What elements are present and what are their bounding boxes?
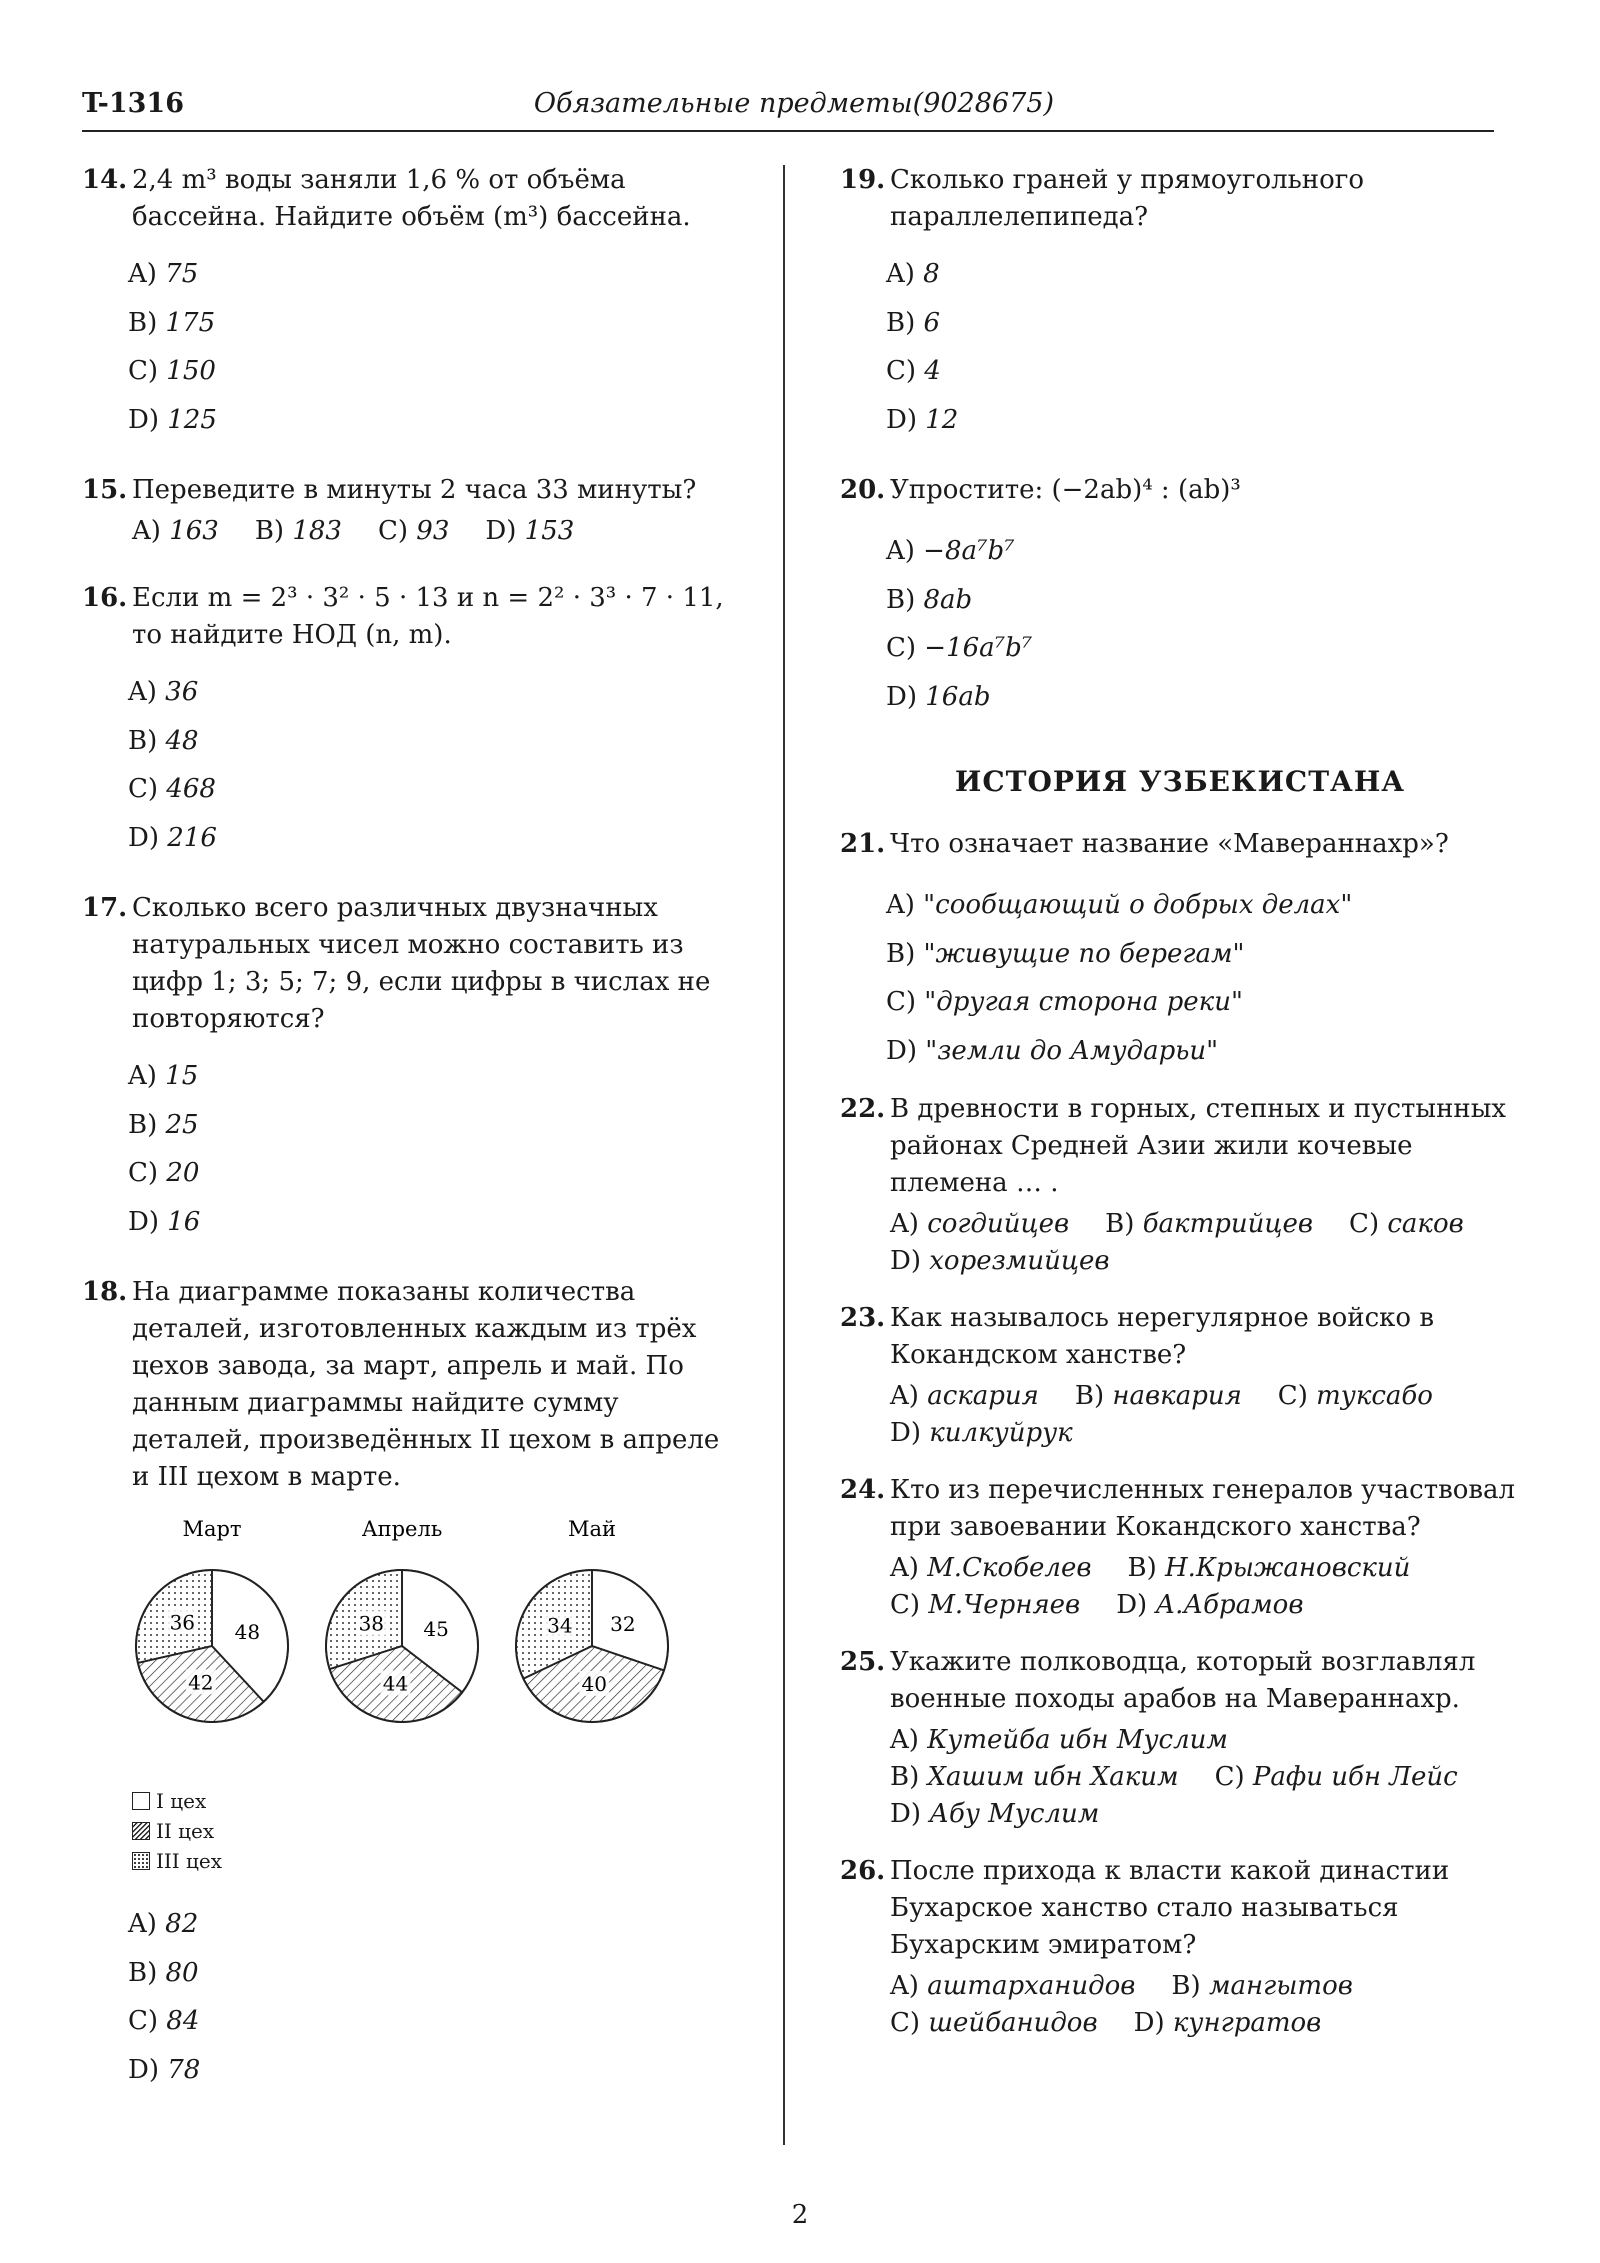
legend-swatch-dotted bbox=[132, 1852, 150, 1870]
question-number: 25. bbox=[840, 1647, 886, 1677]
option-value: 468 bbox=[158, 774, 216, 804]
options-line bbox=[890, 1968, 1520, 2005]
option-letter: B) bbox=[1074, 1381, 1113, 1411]
option-value: 20 bbox=[158, 1158, 200, 1188]
option-letter: D) bbox=[886, 404, 917, 435]
option-c bbox=[128, 769, 752, 818]
question-number: 17. bbox=[82, 893, 128, 923]
option-value: кунгратов bbox=[1172, 2008, 1322, 2038]
option-c bbox=[128, 2001, 752, 2050]
option-value: 216 bbox=[159, 822, 217, 853]
option-letter: C) bbox=[886, 356, 917, 386]
option-c bbox=[886, 351, 1520, 400]
option-a bbox=[886, 885, 1520, 934]
question-25 bbox=[840, 1644, 1520, 1833]
question-text: Сколько всего различных двузначных натуральных чисел можно составить из цифр 1; 3; 5; 7; 9, если цифры в числах не повторяются? bbox=[132, 893, 711, 1034]
option-a bbox=[890, 1971, 1135, 2001]
option-value: мангытов bbox=[1208, 1971, 1353, 2001]
options-line bbox=[890, 1759, 1520, 1796]
options bbox=[128, 672, 752, 866]
option-a bbox=[128, 1904, 752, 1953]
option-letter: B) bbox=[886, 584, 916, 615]
option-b bbox=[1127, 1553, 1410, 1583]
options bbox=[128, 1904, 752, 2098]
legend-swatch-hatched bbox=[132, 1822, 150, 1840]
option-b bbox=[886, 303, 1520, 352]
option-c bbox=[890, 1590, 1080, 1620]
question-text: Как называлось нерегулярное войско в Кокандском ханстве? bbox=[890, 1303, 1434, 1370]
right-column bbox=[840, 162, 1520, 2042]
option-value: Н.Крыжановский bbox=[1165, 1553, 1411, 1583]
option-value: 4 bbox=[916, 356, 941, 386]
question-26 bbox=[840, 1853, 1520, 2042]
slice-label: 36 bbox=[169, 1610, 196, 1635]
option-letter: C) bbox=[377, 516, 417, 546]
question-text: На диаграмме показаны количества деталей, изготовленных каждым из трёх цехов завода, за март, апрель и май. По данным диаграммы найдите сумму деталей, произведённых II цехом в апреле и III цехом в марте. bbox=[132, 1277, 720, 1492]
option-d bbox=[1116, 1590, 1303, 1620]
slice-label: 44 bbox=[382, 1671, 409, 1696]
option-letter: C) bbox=[890, 2008, 929, 2038]
question-number: 14. bbox=[82, 165, 128, 195]
option-d bbox=[886, 1031, 1520, 1080]
question-22 bbox=[840, 1091, 1520, 1280]
options bbox=[886, 254, 1520, 448]
question-24 bbox=[840, 1472, 1520, 1624]
option-letter: D) bbox=[886, 681, 917, 712]
options-line bbox=[890, 1415, 1520, 1452]
option-d bbox=[128, 818, 752, 867]
option-a bbox=[132, 516, 219, 546]
option-b bbox=[128, 721, 752, 770]
option-letter: B) bbox=[128, 1109, 158, 1140]
legend-label: I цех bbox=[156, 1789, 207, 1813]
question-number: 26. bbox=[840, 1856, 886, 1886]
option-d bbox=[1134, 2008, 1322, 2038]
options bbox=[128, 1056, 752, 1250]
option-a bbox=[886, 254, 1520, 303]
option-value: 125 bbox=[159, 404, 217, 435]
option-value: 183 bbox=[292, 516, 342, 546]
option-letter: A) bbox=[890, 1725, 928, 1755]
option-b bbox=[128, 1953, 752, 2002]
option-value: 15 bbox=[156, 1061, 199, 1091]
option-letter: D) bbox=[890, 1246, 930, 1276]
option-value: хорезмийцев bbox=[929, 1246, 1110, 1276]
slice-label: 40 bbox=[581, 1671, 607, 1696]
option-value: Кутейба ибн Муслим bbox=[927, 1725, 1228, 1755]
option-letter: B) bbox=[1171, 1971, 1209, 2001]
option-letter: D) bbox=[1133, 2008, 1173, 2038]
option-value: 163 bbox=[169, 516, 219, 546]
inline-options bbox=[132, 513, 752, 550]
option-value: 153 bbox=[524, 516, 575, 546]
option-value: "сообщающий о добрых делах" bbox=[914, 890, 1353, 920]
option-letter: A) bbox=[890, 1971, 928, 2001]
pie-charts-svg bbox=[82, 1506, 722, 1776]
option-value: 8 bbox=[914, 259, 940, 289]
option-value: −8a⁷b⁷ bbox=[914, 536, 1015, 566]
option-letter: A) bbox=[890, 1209, 928, 1239]
option-letter: A) bbox=[890, 1553, 928, 1583]
option-value: "живущие по берегам" bbox=[915, 938, 1245, 969]
question-18 bbox=[82, 1274, 752, 2098]
inline-options bbox=[890, 1722, 1520, 1833]
option-letter: A) bbox=[886, 536, 915, 566]
pie-title: Май bbox=[567, 1517, 617, 1541]
option-d bbox=[886, 677, 1520, 726]
question-16 bbox=[82, 580, 752, 866]
slice-label: 38 bbox=[358, 1611, 385, 1636]
pie-title: Март bbox=[182, 1517, 242, 1541]
question-text: Укажите полководца, который возглавлял военные походы арабов на Мавераннахр. bbox=[890, 1647, 1476, 1714]
pie-charts bbox=[82, 1506, 752, 1786]
slice-label: 42 bbox=[188, 1670, 214, 1695]
option-d bbox=[890, 1799, 1099, 1829]
options-line bbox=[890, 2005, 1520, 2042]
option-a bbox=[128, 254, 752, 303]
chart-legend bbox=[132, 1786, 752, 1876]
option-letter: C) bbox=[886, 633, 917, 663]
option-d bbox=[128, 400, 752, 449]
question-number: 24. bbox=[840, 1475, 886, 1505]
option-value: аскария bbox=[927, 1381, 1039, 1411]
option-letter: D) bbox=[128, 822, 159, 853]
option-d bbox=[890, 1246, 1110, 1276]
option-letter: D) bbox=[886, 1035, 917, 1066]
option-c bbox=[1349, 1209, 1464, 1239]
option-letter: C) bbox=[886, 987, 917, 1017]
option-value: 36 bbox=[156, 677, 199, 707]
slice-label: 45 bbox=[423, 1617, 449, 1642]
option-value: Абу Муслим bbox=[929, 1799, 1100, 1829]
options-line bbox=[890, 1796, 1520, 1833]
option-letter: C) bbox=[128, 2006, 159, 2036]
option-letter: A) bbox=[128, 1909, 157, 1939]
option-letter: A) bbox=[128, 1061, 157, 1091]
legend-item-3 bbox=[132, 1846, 752, 1876]
question-text: Кто из перечисленных генералов участвовал при завоевании Кокандского ханства? bbox=[890, 1475, 1516, 1542]
question-20 bbox=[840, 472, 1520, 725]
option-value: саков bbox=[1387, 1209, 1464, 1239]
legend-item-2 bbox=[132, 1816, 752, 1846]
option-value: 16ab bbox=[917, 681, 991, 712]
option-value: −16a⁷b⁷ bbox=[916, 633, 1033, 663]
option-a bbox=[890, 1209, 1069, 1239]
option-a bbox=[128, 672, 752, 721]
options-line bbox=[890, 1378, 1520, 1415]
option-value: навкария bbox=[1112, 1381, 1242, 1411]
option-letter: C) bbox=[890, 1590, 929, 1620]
option-letter: D) bbox=[128, 2054, 159, 2085]
option-c bbox=[890, 2008, 1098, 2038]
option-a bbox=[128, 1056, 752, 1105]
option-letter: B) bbox=[886, 307, 916, 338]
option-letter: A) bbox=[132, 516, 170, 546]
option-letter: C) bbox=[128, 1158, 159, 1188]
option-letter: D) bbox=[1116, 1590, 1156, 1620]
inline-options bbox=[890, 1550, 1520, 1624]
question-15 bbox=[82, 472, 752, 550]
question-number: 19. bbox=[840, 165, 886, 195]
question-text: Сколько граней у прямоугольного параллелепипеда? bbox=[890, 165, 1365, 232]
pie-title: Апрель bbox=[361, 1517, 443, 1541]
option-value: согдийцев bbox=[927, 1209, 1070, 1239]
option-b bbox=[886, 580, 1520, 629]
option-value: 80 bbox=[157, 1957, 199, 1988]
option-value: 175 bbox=[157, 307, 216, 338]
legend-label: II цех bbox=[156, 1819, 215, 1843]
inline-options bbox=[890, 1378, 1520, 1452]
option-d bbox=[890, 1418, 1073, 1448]
option-letter: A) bbox=[128, 677, 157, 707]
question-number: 16. bbox=[82, 583, 128, 613]
question-21 bbox=[840, 826, 1520, 1079]
question-23 bbox=[840, 1300, 1520, 1452]
option-b bbox=[128, 303, 752, 352]
page-number: 2 bbox=[791, 2200, 809, 2230]
option-value: 48 bbox=[157, 725, 199, 756]
option-value: 6 bbox=[915, 307, 941, 338]
options-line bbox=[132, 513, 752, 550]
option-letter: C) bbox=[128, 356, 159, 386]
left-column bbox=[82, 162, 752, 2098]
inline-options bbox=[890, 1968, 1520, 2042]
slice-label: 32 bbox=[610, 1611, 636, 1636]
test-code: T-1316 bbox=[82, 88, 184, 119]
option-letter: A) bbox=[886, 890, 915, 920]
option-value: 93 bbox=[416, 516, 450, 546]
option-d bbox=[886, 400, 1520, 449]
option-letter: A) bbox=[886, 259, 915, 289]
question-19 bbox=[840, 162, 1520, 448]
question-text: Если m = 2³ · 3² · 5 · 13 и n = 2² · 3³ · 7 · 11, то найдите НОД (n, m). bbox=[132, 583, 724, 650]
option-letter: B) bbox=[890, 1762, 928, 1792]
option-c bbox=[128, 1153, 752, 1202]
option-value: аштарханидов bbox=[927, 1971, 1136, 2001]
options bbox=[128, 254, 752, 448]
option-value: 25 bbox=[157, 1109, 199, 1140]
question-number: 15. bbox=[82, 475, 128, 505]
legend-item-1 bbox=[132, 1786, 752, 1816]
option-letter: B) bbox=[128, 1957, 158, 1988]
option-d bbox=[128, 2050, 752, 2099]
option-d bbox=[485, 516, 574, 546]
option-value: 82 bbox=[156, 1909, 199, 1939]
option-value: 12 bbox=[917, 404, 959, 435]
option-c bbox=[128, 351, 752, 400]
option-value: Рафи ибн Лейс bbox=[1252, 1762, 1458, 1792]
options-line bbox=[890, 1206, 1520, 1243]
option-b bbox=[1171, 1971, 1352, 2001]
options-line bbox=[890, 1243, 1520, 1280]
option-value: шейбанидов bbox=[928, 2008, 1098, 2038]
option-c bbox=[886, 628, 1520, 677]
options-line bbox=[890, 1550, 1520, 1587]
option-letter: D) bbox=[890, 1799, 930, 1829]
question-number: 22. bbox=[840, 1094, 886, 1124]
option-b bbox=[128, 1105, 752, 1154]
question-text: Переведите в минуты 2 часа 33 минуты? bbox=[132, 475, 697, 505]
option-letter: B) bbox=[254, 516, 293, 546]
option-b bbox=[1075, 1381, 1242, 1411]
question-14 bbox=[82, 162, 752, 448]
option-c bbox=[378, 516, 449, 546]
option-value: М.Скобелев bbox=[927, 1553, 1092, 1583]
option-a bbox=[890, 1725, 1228, 1755]
option-a bbox=[886, 531, 1520, 580]
question-number: 20. bbox=[840, 475, 886, 505]
option-value: килкуйрук bbox=[929, 1418, 1073, 1448]
option-value: "земли до Амударьи" bbox=[917, 1035, 1219, 1066]
option-value: М.Черняев bbox=[928, 1590, 1081, 1620]
options bbox=[886, 885, 1520, 1079]
option-letter: C) bbox=[1277, 1381, 1317, 1411]
option-value: туксабо bbox=[1316, 1381, 1433, 1411]
option-value: Хашим ибн Хаким bbox=[927, 1762, 1179, 1792]
option-letter: B) bbox=[128, 725, 158, 756]
option-value: бактрийцев bbox=[1142, 1209, 1314, 1239]
question-text: 2,4 m³ воды заняли 1,6 % от объёма бассейна. Найдите объём (m³) бассейна. bbox=[132, 165, 691, 232]
option-b bbox=[890, 1762, 1179, 1792]
option-c bbox=[1215, 1762, 1458, 1792]
question-number: 21. bbox=[840, 829, 886, 859]
question-text: После прихода к власти какой династии Бухарское ханство стало называться Бухарским эмиратом? bbox=[890, 1856, 1450, 1960]
option-letter: D) bbox=[485, 516, 525, 546]
option-value: 75 bbox=[156, 259, 199, 289]
option-letter: D) bbox=[128, 1206, 159, 1237]
options-line bbox=[890, 1587, 1520, 1624]
option-value: "другая сторона реки" bbox=[916, 987, 1243, 1017]
option-letter: B) bbox=[886, 938, 916, 969]
option-value: 16 bbox=[159, 1206, 201, 1237]
option-letter: B) bbox=[1127, 1553, 1165, 1583]
inline-options bbox=[890, 1206, 1520, 1280]
option-c bbox=[1278, 1381, 1433, 1411]
question-number: 18. bbox=[82, 1277, 128, 1307]
option-b bbox=[255, 516, 342, 546]
question-text: Упростите: (−2ab)⁴ : (ab)³ bbox=[890, 475, 1241, 505]
option-value: А.Абрамов bbox=[1155, 1590, 1304, 1620]
column-divider bbox=[783, 165, 785, 2145]
question-text: Что означает название «Мавераннахр»? bbox=[890, 829, 1449, 859]
option-letter: B) bbox=[128, 307, 158, 338]
slice-label: 34 bbox=[547, 1613, 573, 1638]
option-letter: A) bbox=[128, 259, 157, 289]
option-letter: C) bbox=[1214, 1762, 1253, 1792]
option-a bbox=[890, 1381, 1039, 1411]
option-b bbox=[1105, 1209, 1313, 1239]
option-value: 8ab bbox=[915, 584, 973, 615]
option-c bbox=[886, 982, 1520, 1031]
option-letter: B) bbox=[1105, 1209, 1143, 1239]
page-header bbox=[82, 86, 1494, 132]
option-letter: D) bbox=[890, 1418, 930, 1448]
legend-label: III цех bbox=[156, 1849, 223, 1873]
section-title: ИСТОРИЯ УЗБЕКИСТАНА bbox=[954, 765, 1406, 798]
option-letter: C) bbox=[1349, 1209, 1388, 1239]
options bbox=[886, 531, 1520, 725]
option-d bbox=[128, 1202, 752, 1251]
question-number: 23. bbox=[840, 1303, 886, 1333]
option-letter: A) bbox=[890, 1381, 928, 1411]
option-letter: C) bbox=[128, 774, 159, 804]
options-line bbox=[890, 1722, 1520, 1759]
subject-title: Обязательные предметы(9028675) bbox=[533, 88, 1054, 119]
question-17 bbox=[82, 890, 752, 1250]
option-value: 150 bbox=[158, 356, 216, 386]
option-value: 84 bbox=[158, 2006, 200, 2036]
option-value: 78 bbox=[159, 2054, 201, 2085]
option-b bbox=[886, 934, 1520, 983]
slice-label: 48 bbox=[234, 1620, 261, 1645]
legend-swatch-blank bbox=[132, 1792, 150, 1810]
option-letter: D) bbox=[128, 404, 159, 435]
question-text: В древности в горных, степных и пустынных районах Средней Азии жили кочевые племена … . bbox=[890, 1094, 1507, 1198]
option-a bbox=[890, 1553, 1091, 1583]
